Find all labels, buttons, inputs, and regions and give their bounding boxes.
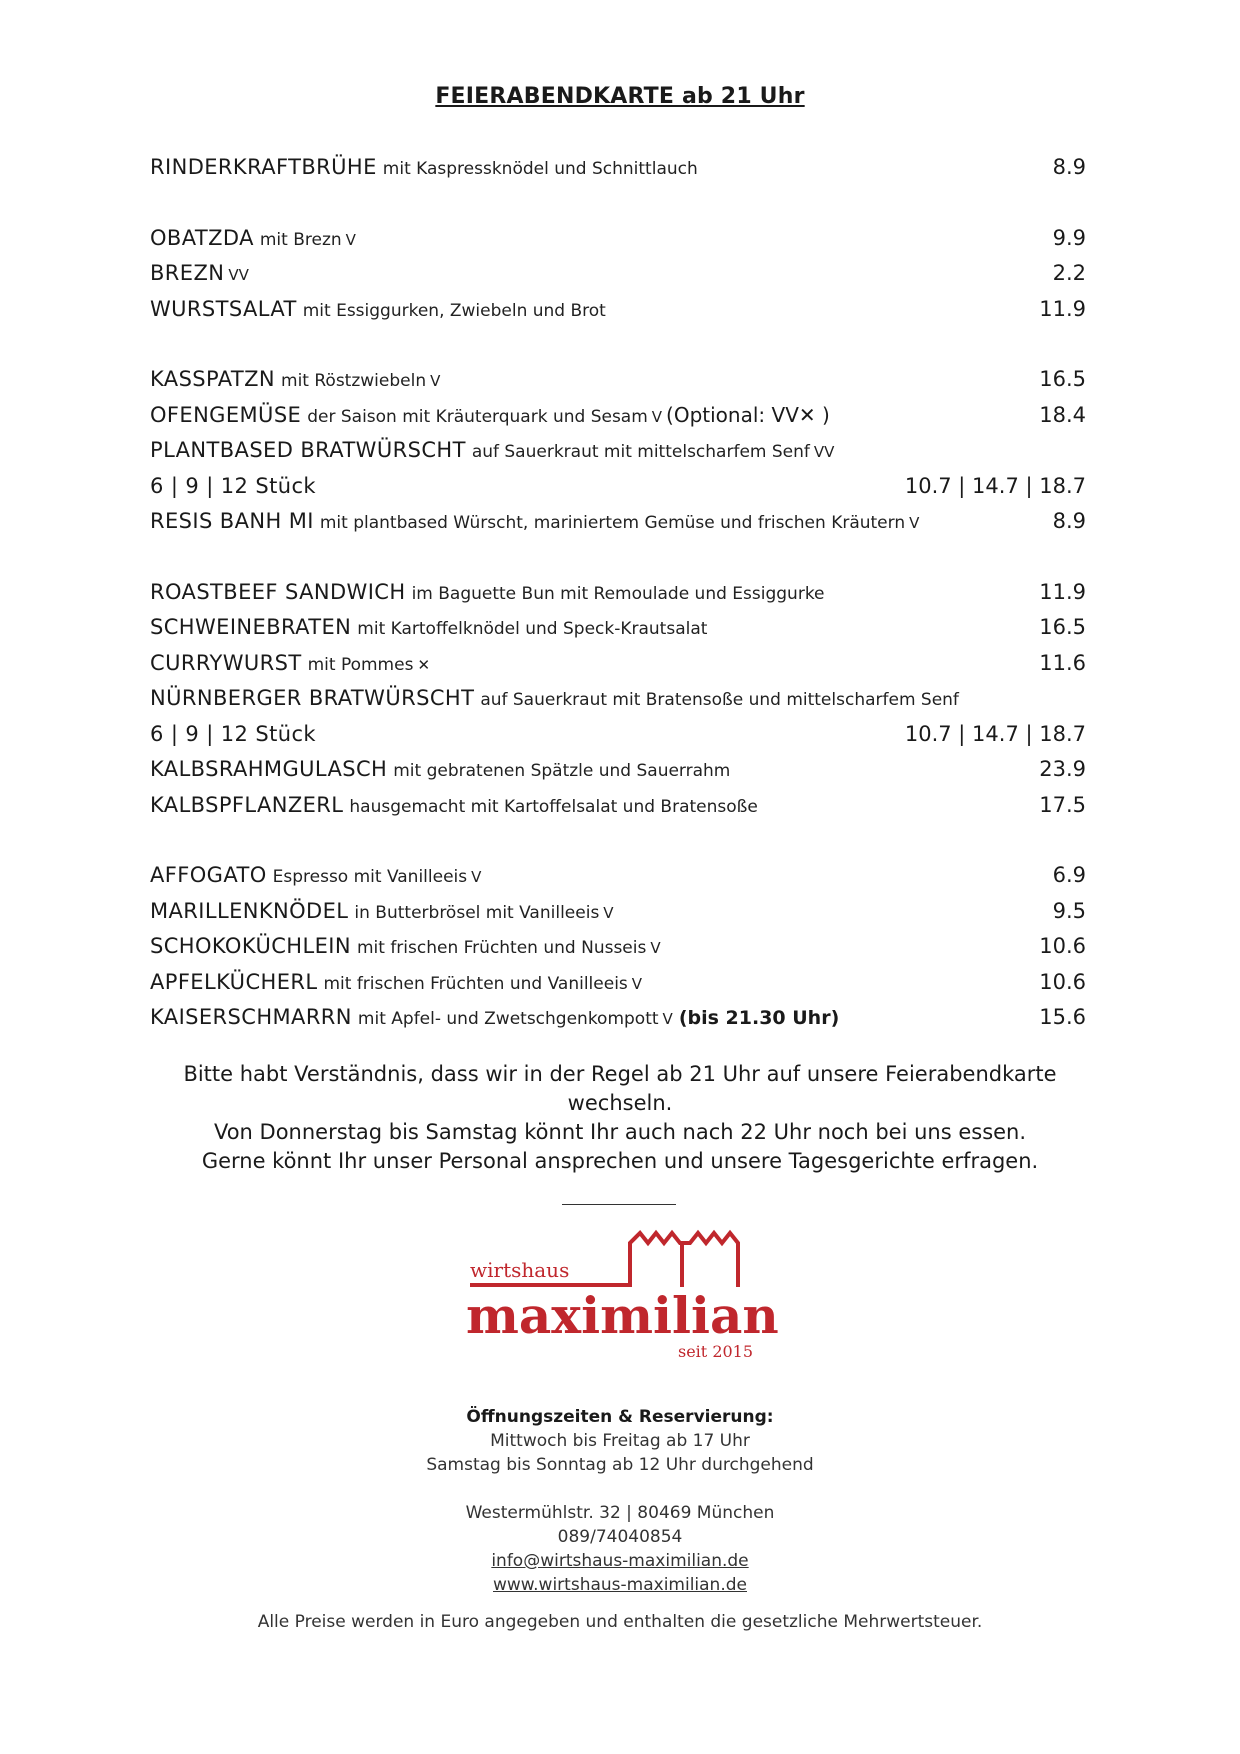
item-description: mit Brezn — [259, 229, 342, 250]
item-description: mit Kartoffelknödel und Speck-Krautsalat — [357, 619, 708, 639]
menu-item — [150, 398, 1086, 434]
logo-since-text: seit 2015 — [678, 1342, 754, 1361]
menu-item — [150, 788, 1086, 824]
menu-item — [150, 752, 1086, 788]
logo-big-text: maximilian — [466, 1286, 779, 1345]
item-description: mit Röstzwiebeln — [281, 371, 427, 391]
item-price: 11.9 — [1039, 296, 1086, 321]
opening-hours-heading: Öffnungszeiten & Reservierung: — [466, 1407, 774, 1427]
divider — [562, 1204, 676, 1205]
item-description: mit Apfel- und Zwetschgenkompott — [357, 1009, 659, 1029]
diet-symbol: V — [603, 903, 614, 922]
menu-item — [150, 256, 1086, 292]
item-description: mit Pommes — [307, 654, 414, 675]
menu-title: FEIERABENDKARTE ab 21 Uhr — [435, 84, 805, 109]
diet-symbol: V — [909, 514, 920, 532]
footer — [0, 1405, 1240, 1597]
diet-symbol: VV — [813, 443, 835, 461]
menu-item — [150, 965, 1086, 1001]
menu-item — [150, 469, 1086, 505]
diet-symbol: V — [471, 868, 482, 886]
item-name: KALBSPFLANZERL — [150, 792, 344, 817]
menu-item — [150, 433, 1086, 469]
item-price: 18.4 — [1039, 402, 1086, 427]
diet-symbol: ✕ — [417, 655, 431, 674]
menu-item — [150, 504, 1086, 540]
item-name: KASSPATZN — [150, 367, 276, 391]
item-price: 23.9 — [1039, 757, 1086, 781]
item-name: SCHWEINEBRATEN — [150, 615, 352, 639]
item-name: MARILLENKNÖDEL — [150, 898, 349, 923]
item-description: hausgemacht mit Kartoffelsalat und Bratensoße — [349, 796, 758, 817]
item-name: CURRYWURST — [150, 650, 302, 675]
item-price: 2.2 — [1052, 261, 1086, 285]
notice-line: Bitte habt Verständnis, dass wir in der Regel ab 21 Uhr auf unsere Feierabendkarte — [183, 1062, 1057, 1086]
item-name: 6 | 9 | 12 Stück — [150, 473, 316, 498]
menu-list — [150, 150, 1086, 1036]
item-name: KALBSRAHMGULASCH — [150, 757, 388, 781]
item-description: auf Sauerkraut mit Bratensoße und mittelscharfem Senf — [480, 690, 959, 710]
notice-line: Von Donnerstag bis Samstag könnt Ihr auch nach 22 Uhr noch bei uns essen. — [213, 1120, 1027, 1144]
item-name: BREZN — [150, 261, 225, 285]
diet-symbol: V — [651, 407, 663, 426]
notice-line: Gerne könnt Ihr unser Personal ansprechen und unsere Tagesgerichte erfragen. — [201, 1149, 1039, 1173]
menu-item — [150, 610, 1086, 646]
email-link[interactable]: info@wirtshaus-maximilian.de — [491, 1551, 749, 1571]
item-name: SCHOKOKÜCHLEIN — [150, 934, 351, 958]
section-gap — [150, 823, 1086, 858]
menu-item — [150, 575, 1086, 611]
website-link[interactable]: www.wirtshaus-maximilian.de — [493, 1575, 747, 1595]
opening-hours-line: Mittwoch bis Freitag ab 17 Uhr — [490, 1431, 750, 1451]
item-name: NÜRNBERGER BRATWÜRSCHT — [150, 686, 475, 710]
item-price: 11.6 — [1039, 650, 1086, 675]
item-description: mit frischen Früchten und Vanilleeis — [323, 973, 628, 994]
item-description: mit Essiggurken, Zwiebeln und Brot — [302, 300, 606, 321]
item-price: 11.9 — [1039, 579, 1086, 604]
item-name: OBATZDA — [150, 225, 254, 250]
item-extra: (Optional: VV✕ ) — [666, 402, 830, 427]
menu-item — [150, 221, 1086, 257]
restaurant-logo — [460, 1225, 780, 1385]
item-price: 10.6 — [1039, 969, 1086, 994]
diet-symbol: V — [650, 939, 661, 957]
notice-line: wechseln. — [567, 1091, 673, 1115]
item-price: 17.5 — [1039, 792, 1086, 817]
item-name: RINDERKRAFTBRÜHE — [150, 155, 377, 179]
menu-item — [150, 292, 1086, 328]
item-price: 10.7 | 14.7 | 18.7 — [904, 721, 1086, 746]
menu-item — [150, 150, 1086, 186]
item-price: 8.9 — [1052, 509, 1086, 533]
menu-item — [150, 894, 1086, 930]
item-price: 16.5 — [1039, 615, 1086, 639]
item-description: mit gebratenen Spätzle und Sauerrahm — [393, 761, 731, 781]
item-price: 10.7 | 14.7 | 18.7 — [904, 473, 1086, 498]
diet-symbol: V — [631, 974, 643, 993]
item-description: mit Kaspressknödel und Schnittlauch — [382, 159, 698, 179]
section-gap — [150, 186, 1086, 221]
item-description: der Saison mit Kräuterquark und Sesam — [307, 406, 648, 427]
item-extra-bold: (bis 21.30 Uhr) — [678, 1007, 840, 1029]
menu-item — [150, 646, 1086, 682]
diet-symbol: V — [430, 372, 441, 390]
item-name: APFELKÜCHERL — [150, 969, 318, 994]
section-gap — [150, 327, 1086, 362]
item-price: 9.9 — [1052, 225, 1086, 250]
item-name: PLANTBASED BRATWÜRSCHT — [150, 438, 466, 462]
menu-item — [150, 929, 1086, 965]
menu-item — [150, 681, 1086, 717]
item-price: 6.9 — [1052, 863, 1086, 887]
item-price: 16.5 — [1039, 367, 1086, 391]
item-name: RESIS BANH MI — [150, 509, 314, 533]
item-description: in Butterbrösel mit Vanilleeis — [354, 902, 600, 923]
item-name: 6 | 9 | 12 Stück — [150, 721, 316, 746]
opening-hours-line: Samstag bis Sonntag ab 12 Uhr durchgehend — [426, 1455, 814, 1475]
item-price: 15.6 — [1039, 1005, 1086, 1029]
item-name: WURSTSALAT — [150, 296, 297, 321]
item-description: Espresso mit Vanilleeis — [272, 867, 468, 887]
item-price: 8.9 — [1052, 155, 1086, 179]
diet-symbol: V — [345, 230, 356, 249]
notice — [130, 1060, 1110, 1176]
item-name: OFENGEMÜSE — [150, 402, 302, 427]
item-description: auf Sauerkraut mit mittelscharfem Senf — [471, 442, 810, 462]
item-name: AFFOGATO — [150, 863, 267, 887]
item-name: KAISERSCHMARRN — [150, 1005, 352, 1029]
menu-item — [150, 717, 1086, 753]
item-name: ROASTBEEF SANDWICH — [150, 579, 406, 604]
menu-item — [150, 362, 1086, 398]
menu-item — [150, 1000, 1086, 1036]
address: Westermühlstr. 32 | 80469 München — [465, 1503, 775, 1523]
item-price: 10.6 — [1039, 934, 1086, 958]
item-description: im Baguette Bun mit Remoulade und Essiggurke — [411, 583, 825, 604]
item-price: 9.5 — [1052, 898, 1086, 923]
item-description: mit frischen Früchten und Nusseis — [356, 938, 647, 958]
item-description: mit plantbased Würscht, mariniertem Gemüse und frischen Kräutern — [319, 513, 906, 533]
section-gap — [150, 540, 1086, 575]
diet-symbol: VV — [228, 266, 249, 284]
diet-symbol: V — [662, 1010, 673, 1028]
legal-note: Alle Preise werden in Euro angegeben und enthalten die gesetzliche Mehrwertsteuer. — [257, 1612, 983, 1632]
phone-number: 089/74040854 — [557, 1527, 683, 1547]
menu-item — [150, 858, 1086, 894]
logo-small-text: wirtshaus — [470, 1258, 570, 1282]
